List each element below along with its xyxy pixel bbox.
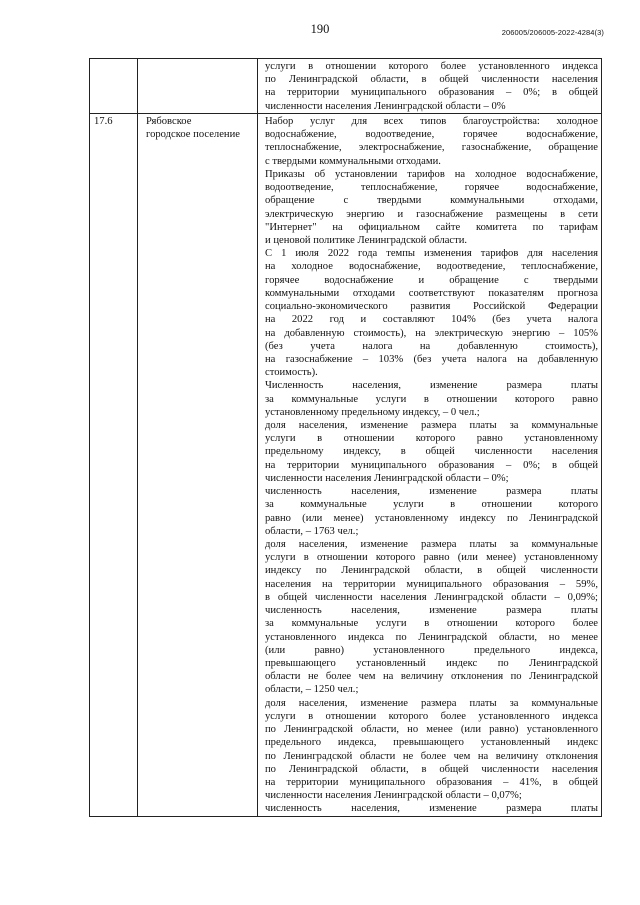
- text-line: на добавленную стоимость), на электрическую энергию – 105%: [265, 327, 598, 339]
- text-line: доля населения, изменение размера платы за коммунальные: [265, 420, 598, 432]
- text-line: по Ленинградской области, но менее (или равно) установленного: [265, 724, 598, 736]
- text-line: обращение с твердыми коммунальными отходами,: [265, 195, 598, 207]
- text-line: теплоснабжение, электроснабжение, газоснабжение, обращение: [265, 142, 598, 154]
- text-line: предельного индекса, превышающего установленный индекс: [265, 737, 598, 749]
- text-line: области не более чем на величину отклонения по Ленинградской: [265, 671, 598, 683]
- text-line: услуги в отношении которого равно (или менее) установленному: [265, 552, 598, 564]
- settlement-name: [138, 114, 258, 817]
- table-row-17-6: [90, 114, 602, 817]
- text-line: Численность населения, изменение размера платы: [265, 380, 598, 392]
- text-line: по Ленинградской области не более чем на величину отклонения: [265, 750, 598, 762]
- text-line: коммунальными отходами соответствуют показателям прогноза: [265, 287, 598, 299]
- text-line: доля населения, изменение размера платы за коммунальные: [265, 697, 598, 709]
- text-line: установленного индекса по Ленинградской области, но менее: [265, 631, 598, 643]
- text-line: численности населения Ленинградской области – 0%: [265, 100, 506, 112]
- row-number: 17.6: [90, 114, 138, 817]
- text-line: на территории муниципального образования – 0%; в общей: [265, 459, 598, 471]
- text-line: на газоснабжение – 103% (без учета налога на добавленную: [265, 353, 598, 365]
- text-line: численность населения, изменение размера платы: [265, 486, 598, 498]
- settlement-name-line: городское поселение: [146, 129, 240, 141]
- text-line: и ценовой политике Ленинградской области.: [265, 234, 468, 246]
- text-line: услуги в отношении которого более установленного индекса: [265, 710, 598, 722]
- row-description: [258, 114, 602, 817]
- text-line: по Ленинградской области, в общей численности населения: [265, 763, 598, 775]
- text-line: С 1 июля 2022 года темпы изменения тарифов для населения: [265, 248, 598, 260]
- cell-text-continuation: [258, 59, 602, 114]
- text-line: горячее водоснабжение и обращение с твердыми: [265, 274, 598, 286]
- text-line: Набор услуг для всех типов благоустройства: холодное: [265, 116, 598, 127]
- text-line: численности населения Ленинградской области – 0%;: [265, 472, 509, 484]
- text-line: социально-экономического развития Российской Федерации: [265, 301, 598, 313]
- text-line: водоснабжение, водоотведение, горячее водоснабжение,: [265, 129, 598, 141]
- text-line: доля населения, изменение размера платы за коммунальные: [265, 539, 598, 550]
- text-line: превышающего установленный индекс по Ленинградской: [265, 657, 598, 669]
- text-line: области, – 1250 чел.;: [265, 684, 359, 696]
- text-line: предельному индексу, в общей численности населения: [265, 446, 598, 458]
- settlement-name-line: Рябовское: [146, 116, 192, 127]
- text-line: равно (или менее) установленному индексу по Ленинградской: [265, 512, 598, 524]
- text-line: водоотведение, теплоснабжение, горячее водоснабжение,: [265, 182, 598, 194]
- text-line: на холодное водоснабжение, водоотведение, теплоснабжение,: [265, 261, 598, 273]
- text-line: электрическую энергию и газоснабжение размещены в сети: [265, 208, 598, 220]
- text-line: на территории муниципального образования – 41%, в общей: [265, 776, 598, 788]
- text-line: "Интернет" на официальном сайте комитета по тарифам: [265, 221, 598, 233]
- text-line: в общей численности населения Ленинградской области – 0,09%;: [265, 591, 598, 603]
- text-line: по Ленинградской области, в общей численности населения: [265, 74, 598, 86]
- table-row-continuation: [90, 59, 602, 114]
- text-line: области, – 1763 чел.;: [265, 525, 359, 537]
- text-line: численности населения Ленинградской области – 0,07%;: [265, 790, 522, 802]
- text-line: услуги в отношении которого более установленного индекса: [265, 61, 598, 72]
- text-line: за коммунальные услуги в отношении которого: [265, 499, 598, 511]
- text-line: индексу по Ленинградской области, в общей численности: [265, 565, 598, 577]
- text-line: за коммунальные услуги в отношении которого равно: [265, 393, 598, 405]
- text-line: на 2022 год и составляют 104% (без учета налога: [265, 314, 598, 326]
- text-line: численность населения, изменение размера платы: [265, 803, 598, 815]
- cell-name-empty: [138, 59, 258, 114]
- text-line: установленному предельному индексу, – 0 чел.;: [265, 406, 480, 418]
- text-line: услуги в отношении которого равно установленному: [265, 433, 598, 445]
- cell-number-empty: [90, 59, 138, 114]
- text-line: на территории муниципального образования – 0%; в общей: [265, 87, 598, 99]
- text-line: (без учета налога на добавленную стоимость),: [265, 340, 598, 352]
- text-line: численность населения, изменение размера платы: [265, 605, 598, 617]
- text-line: за коммунальные услуги в отношении которого более: [265, 618, 598, 630]
- text-line: (или равно) установленного предельного индекса,: [265, 644, 598, 656]
- document-table: [89, 58, 602, 817]
- text-line: с твердыми коммунальными отходами.: [265, 155, 441, 167]
- text-line: Приказы об установлении тарифов на холодное водоснабжение,: [265, 168, 598, 180]
- text-line: населения на территории муниципального образования – 59%,: [265, 578, 598, 590]
- text-line: стоимость).: [265, 367, 318, 379]
- document-code: 206005/206005-2022-4284(3): [501, 28, 604, 37]
- page-number: 190: [310, 22, 330, 36]
